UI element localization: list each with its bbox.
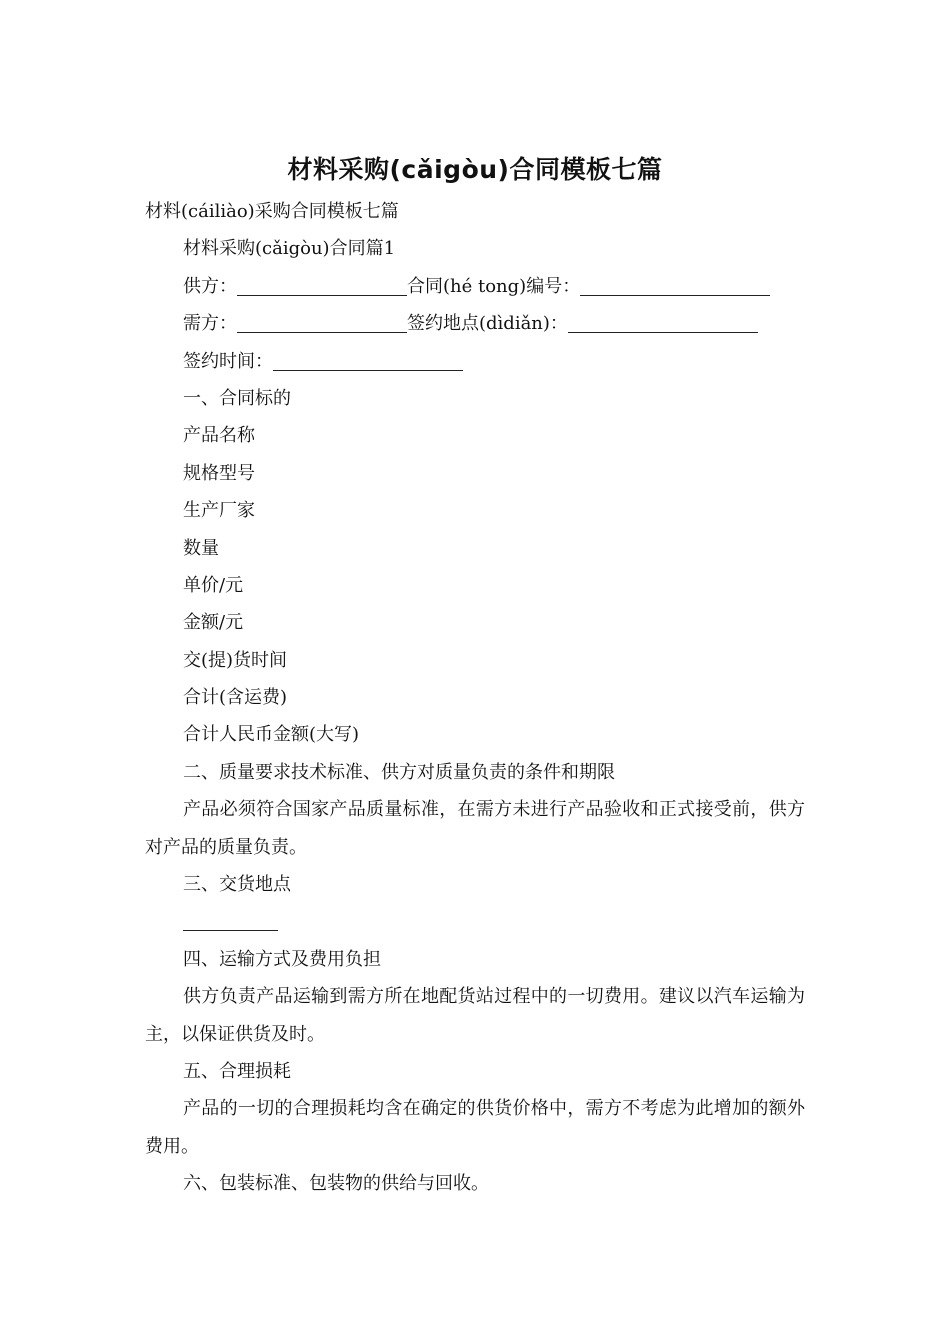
list-item: 产品名称 xyxy=(183,425,255,447)
loss-heading: 五、合理损耗 xyxy=(183,1061,291,1083)
supplier-label: 供方： xyxy=(183,275,237,297)
list-item: 合计人民币金额(大写) xyxy=(183,724,360,746)
section-title: 材料采购(cǎigòu)合同篇1 xyxy=(183,238,396,260)
delivery-heading: 三、交货地点 xyxy=(183,874,291,896)
sign-time-row xyxy=(145,343,805,380)
list-item: 单价/元 xyxy=(183,574,244,596)
delivery-place-blank xyxy=(183,908,278,931)
quality-paragraph: 产品必须符合国家产品质量标准，在需方未进行产品验收和正式接受前，供方对产品的质量负责。 xyxy=(145,799,805,858)
loss-paragraph: 产品的一切的合理损耗均含在确定的供货价格中，需方不考虑为此增加的额外费用。 xyxy=(145,1098,805,1157)
sign-time-label: 签约时间： xyxy=(183,350,273,372)
buyer-blank xyxy=(237,310,407,333)
supplier-row xyxy=(145,268,805,305)
transport-paragraph: 供方负责产品运输到需方所在地配货站过程中的一切费用。建议以汽车运输为主，以保证供货及时。 xyxy=(145,986,805,1045)
transport-heading: 四、运输方式及费用负担 xyxy=(183,948,381,970)
delivery-blank-row xyxy=(145,903,805,940)
supplier-blank xyxy=(237,273,407,296)
sign-place-label: 签约地点(dìdiǎn)： xyxy=(407,313,568,335)
list-item: 规格型号 xyxy=(183,462,255,484)
contract-no-blank xyxy=(580,273,770,296)
document-subtitle: 材料(cáiliào)采购合同模板七篇 xyxy=(145,201,399,222)
packaging-heading: 六、包装标准、包装物的供给与回收。 xyxy=(183,1173,489,1195)
buyer-row xyxy=(145,305,805,342)
buyer-label: 需方： xyxy=(183,313,237,335)
list-item: 合计(含运费) xyxy=(183,687,288,709)
document-title: 材料采购(cǎigòu)合同模板七篇 xyxy=(287,155,663,184)
list-item: 一、合同标的 xyxy=(183,387,291,409)
list-item: 生产厂家 xyxy=(183,500,255,522)
document-body xyxy=(145,193,805,1203)
list-item: 交(提)货时间 xyxy=(183,649,288,671)
list-item: 二、质量要求技术标准、供方对质量负责的条件和期限 xyxy=(183,761,615,783)
list-item: 数量 xyxy=(183,537,219,559)
list-item: 金额/元 xyxy=(183,612,244,634)
sign-place-blank xyxy=(568,310,758,333)
contract-no-label: 合同(hé tong)编号： xyxy=(407,275,581,297)
sign-time-blank xyxy=(273,348,463,371)
